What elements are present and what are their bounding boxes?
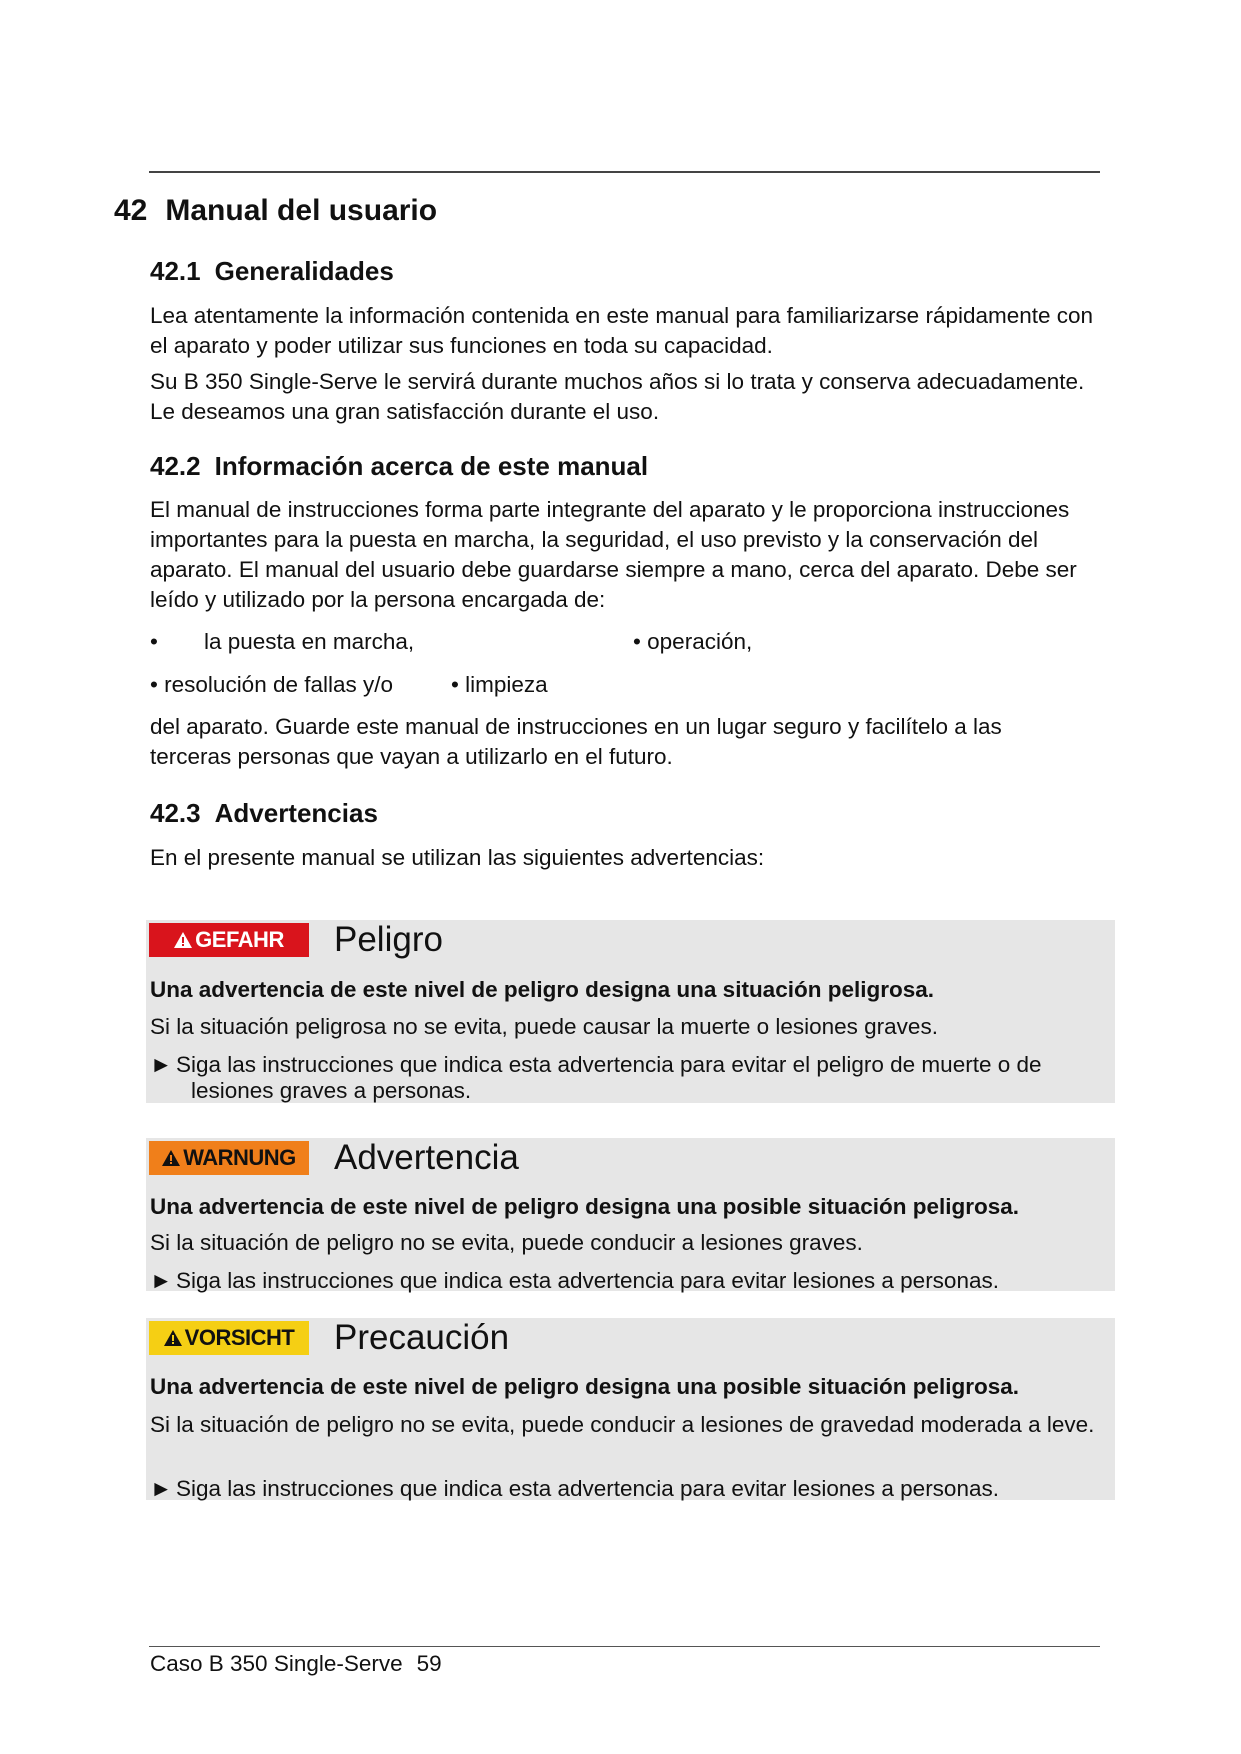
warning-consequence: Si la situación de peligro no se evita, puede conducir a lesiones de gravedad moderada a leve. (150, 1412, 1095, 1437)
section-heading-advertencias (150, 798, 378, 829)
arrow-right-icon: ► (150, 1052, 173, 1077)
signal-word: WARNUNG (183, 1145, 296, 1170)
arrow-right-icon: ► (150, 1268, 173, 1293)
warning-step-text: Siga las instrucciones que indica esta advertencia para evitar lesiones a personas. (176, 1476, 999, 1501)
section-body-generalidades (150, 301, 1100, 427)
list-item-text: operación, (647, 629, 753, 654)
warning-title: Peligro (334, 920, 443, 959)
section-closing-informacion (150, 712, 1080, 772)
list-item-text: resolución de fallas y/o (164, 672, 394, 697)
section-title: Generalidades (214, 256, 394, 286)
signal-label-vorsicht (149, 1321, 309, 1355)
list-item (150, 670, 393, 700)
signal-word: VORSICHT (184, 1325, 295, 1350)
arrow-right-icon: ► (150, 1476, 173, 1501)
warning-triangle-icon (162, 1150, 180, 1166)
list-item (633, 627, 752, 657)
list-item-text: limpieza (465, 672, 548, 697)
bullet-icon: • (451, 672, 459, 697)
section-heading-informacion (150, 451, 648, 482)
section-number: 42.1 (150, 256, 201, 286)
section-title: Información acerca de este manual (214, 451, 649, 481)
warning-title: Advertencia (334, 1138, 519, 1177)
signal-word: GEFAHR (195, 927, 284, 952)
list-item (150, 627, 158, 657)
footer-title: Caso B 350 Single-Serve (150, 1651, 403, 1676)
warning-box-danger (146, 920, 1115, 1103)
page-number: 59 (416, 1651, 442, 1676)
warning-title: Precaución (334, 1318, 510, 1357)
signal-label-warnung (149, 1141, 309, 1175)
warning-definition: Una advertencia de este nivel de peligro designa una posible situación peligrosa. (150, 1194, 1019, 1219)
warning-step (150, 1476, 1100, 1502)
paragraph: del aparato. Guarde este manual de instrucciones en un lugar seguro y facilítelo a las terceras personas que vayan a utilizarlo en el futuro. (150, 714, 1002, 769)
warning-step-text: Siga las instrucciones que indica esta advertencia para evitar lesiones a personas. (176, 1268, 999, 1293)
chapter-heading (114, 194, 437, 228)
warning-step (150, 1052, 1100, 1104)
warning-consequence: Si la situación de peligro no se evita, puede conducir a lesiones graves. (150, 1230, 863, 1255)
paragraph: Lea atentamente la información contenida en este manual para familiarizarse rápidamente con el aparato y poder utilizar sus funciones en toda su capacidad. (150, 303, 1094, 358)
bullet-icon: • (150, 672, 158, 697)
page-footer (150, 1651, 442, 1677)
warning-box-warning (146, 1138, 1115, 1291)
list-item (451, 670, 548, 700)
warning-consequence: Si la situación peligrosa no se evita, puede causar la muerte o lesiones graves. (150, 1014, 938, 1039)
header-rule (149, 171, 1100, 173)
chapter-number: 42 (114, 194, 148, 227)
bullet-icon: • (633, 629, 641, 654)
warning-step-text: lesiones graves a personas. (191, 1078, 472, 1103)
paragraph: El manual de instrucciones forma parte integrante del aparato y le proporciona instrucciones importantes para la puesta en marcha, la seguridad, el uso previsto y la conservación del aparato. El manual del usuario debe guardarse siempre a mano, cerca del aparato. Debe ser leído y utilizado por la persona encargada de: (150, 497, 1077, 612)
bullet-icon: • (150, 629, 158, 654)
section-number: 42.3 (150, 798, 201, 828)
footer-rule (149, 1646, 1100, 1647)
chapter-title: Manual del usuario (165, 194, 438, 227)
warning-definition: Una advertencia de este nivel de peligro designa una posible situación peligrosa. (150, 1374, 1019, 1399)
section-number: 42.2 (150, 451, 201, 481)
section-body-informacion (150, 495, 1116, 615)
list-item-text: la puesta en marcha, (204, 629, 415, 654)
paragraph: En el presente manual se utilizan las siguientes advertencias: (150, 845, 765, 870)
warning-step (150, 1268, 1100, 1294)
warning-triangle-icon (174, 932, 192, 948)
warning-step-text: Siga las instrucciones que indica esta advertencia para evitar el peligro de muerte o de (176, 1052, 1042, 1077)
section-title: Advertencias (214, 798, 378, 828)
signal-label-gefahr (149, 923, 309, 957)
paragraph: Su B 350 Single-Serve le servirá durante muchos años si lo trata y conserva adecuadamente. Le deseamos una gran satisfacción durante el uso. (150, 369, 1085, 424)
warning-box-caution (146, 1318, 1115, 1500)
warning-definition: Una advertencia de este nivel de peligro designa una situación peligrosa. (150, 977, 934, 1002)
section-body-advertencias (150, 843, 1110, 873)
warning-triangle-icon (164, 1330, 182, 1346)
section-heading-generalidades (150, 256, 394, 287)
